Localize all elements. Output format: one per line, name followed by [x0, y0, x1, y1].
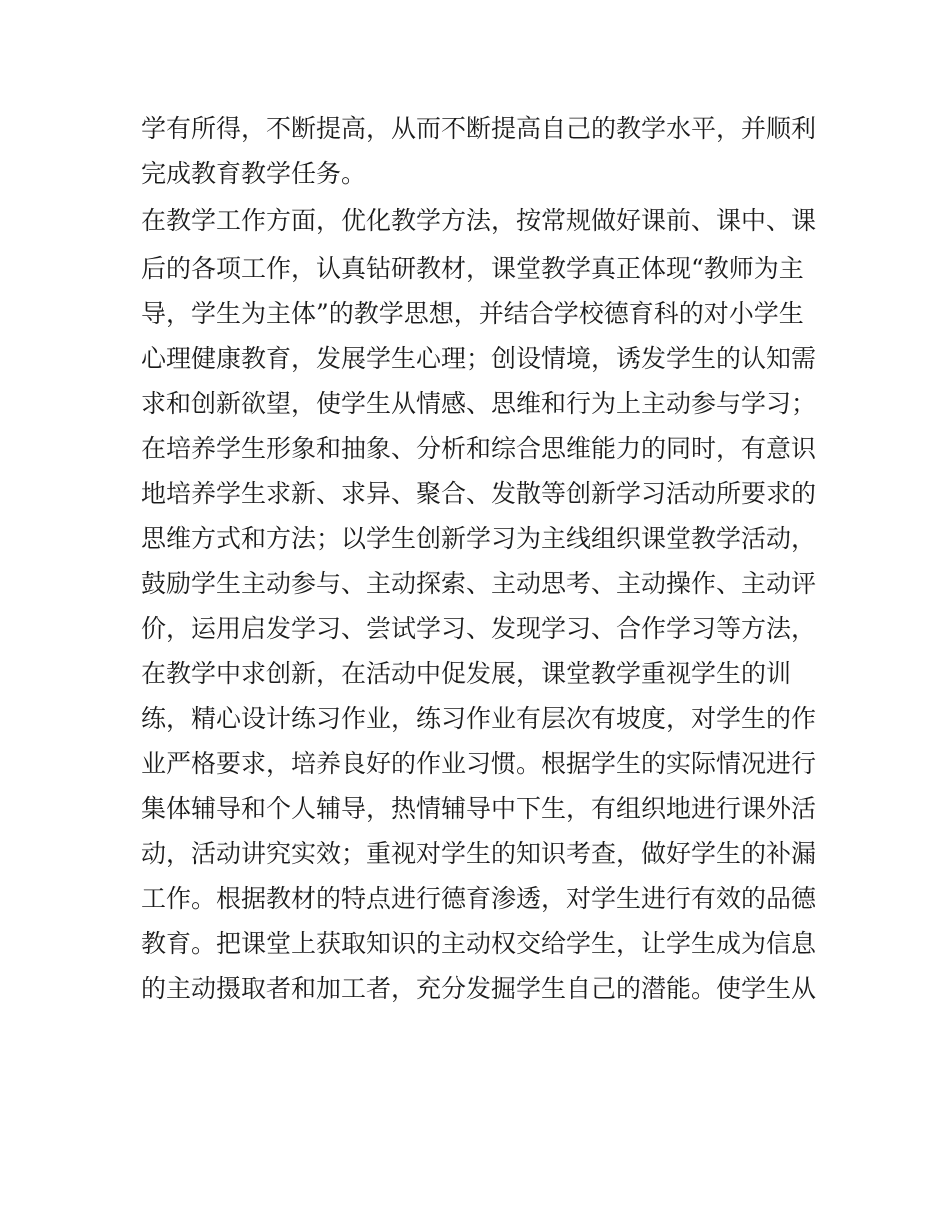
text-line: 动，活动讲究实效；重视对学生的知识考查，做好学生的补漏: [141, 839, 817, 868]
text-line: 集体辅导和个人辅导，热情辅导中下生，有组织地进行课外活: [141, 794, 817, 823]
text-line: 工作。根据教材的特点进行德育渗透，对学生进行有效的品德: [141, 884, 817, 913]
text-line: 业严格要求，培养良好的作业习惯。根据学生的实际情况进行: [141, 749, 817, 778]
text-line: 后的各项工作，认真钻研教材，课堂教学真正体现“教师为主: [141, 254, 804, 283]
text-line: 求和创新欲望，使学生从情感、思维和行为上主动参与学习；: [141, 389, 817, 418]
paragraph-first-line: 在教学工作方面，优化教学方法，按常规做好课前、课中、课: [141, 206, 817, 235]
text-line: 心理健康教育，发展学生心理；创设情境，诱发学生的认知需: [141, 344, 817, 373]
text-line: 学有所得，不断提高，从而不断提高自己的教学水平，并顺利: [141, 114, 817, 143]
text-line: 练，精心设计练习作业，练习作业有层次有坡度，对学生的作: [141, 704, 817, 733]
text-line: 思维方式和方法；以学生创新学习为主线组织课堂教学活动，: [141, 524, 817, 553]
text-line: 的主动摄取者和加工者，充分发掘学生自己的潜能。使学生从: [141, 974, 817, 1003]
text-line: 教育。把课堂上获取知识的主动权交给学生，让学生成为信息: [141, 929, 817, 958]
text-line: 地培养学生求新、求异、聚合、发散等创新学习活动所要求的: [141, 479, 817, 508]
text-line: 导，学生为主体”的教学思想，并结合学校德育科的对小学生: [141, 299, 804, 328]
text-line: 在培养学生形象和抽象、分析和综合思维能力的同时，有意识: [141, 434, 817, 463]
text-line: 鼓励学生主动参与、主动探索、主动思考、主动操作、主动评: [141, 569, 817, 598]
text-line: 价，运用启发学习、尝试学习、发现学习、合作学习等方法，: [141, 614, 817, 643]
text-line: 完成教育教学任务。: [141, 159, 367, 188]
text-line: 在教学中求创新，在活动中促发展，课堂教学重视学生的训: [141, 659, 792, 688]
body-text: [141, 106, 821, 1011]
